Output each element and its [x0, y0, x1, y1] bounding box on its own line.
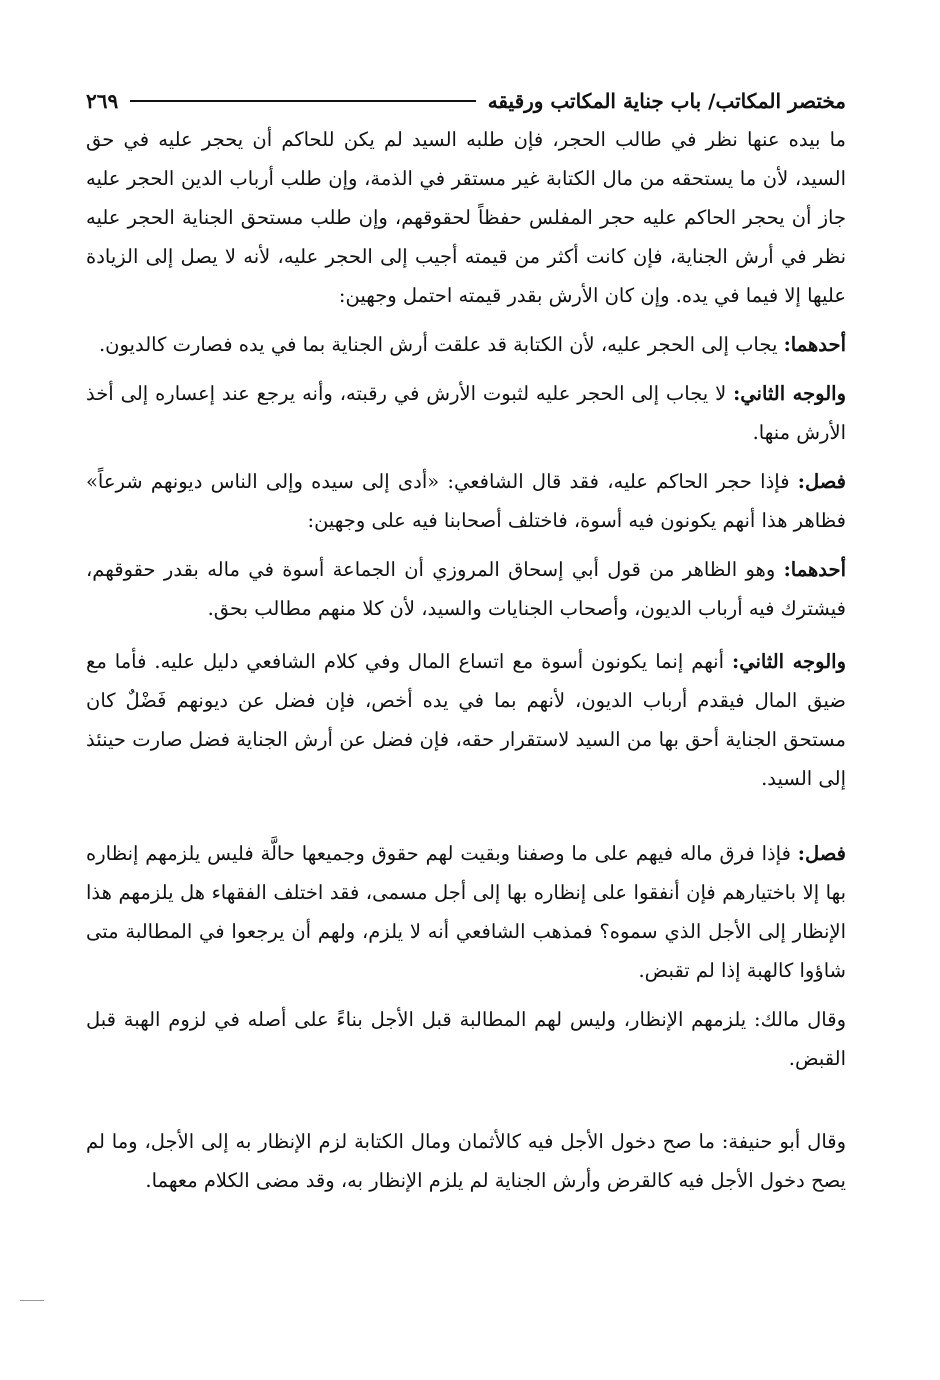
margin-mark	[20, 1300, 44, 1301]
paragraph	[86, 1122, 846, 1200]
paragraph	[86, 642, 846, 798]
header-rule	[130, 100, 475, 102]
paragraph-lead: فصل:	[797, 842, 846, 865]
paragraph-lead: أحدهما:	[783, 333, 846, 356]
paragraph-text: يجاب إلى الحجر عليه، لأن الكتابة قد علقت أرش الجناية بما في يده فصارت كالديون.	[98, 333, 784, 356]
paragraph-text: أنهم إنما يكونون أسوة مع اتساع المال وفي كلام الشافعي دليل عليه. فأما مع ضيق المال فيقدم أرباب الديون، لأنهم بما في يده أخص، فإن فضل عن ديونهم فَضْلٌ كان مستحق الجناية أحق بها من السيد لاستقرار حقه، فإن فضل عن أرش الجناية فضل صارت حينئذ إلى السيد.	[86, 650, 846, 790]
running-header	[86, 84, 846, 118]
paragraph	[86, 834, 846, 990]
paragraph-text: فإذا فرق ماله فيهم على ما وصفنا وبقيت لهم حقوق وجميعها حالَّة فليس يلزمهم إنظاره بها إلا باختيارهم فإن أنفقوا على إنظاره بها إلى أجل مسمى، فقد اختلف الفقهاء هل يلزمهم هذا الإنظار إلى الأجل الذي سموه؟ فمذهب الشافعي أنه لا يلزم، ولهم أن يرجعوا في المطالبة متى شاؤوا كالهبة إذا لم تقبض.	[86, 842, 846, 982]
paragraph	[86, 374, 846, 452]
paragraph-text: لا يجاب إلى الحجر عليه لثبوت الأرش في رقبته، وأنه يرجع عند إعساره إلى أخذ الأرش منها.	[86, 382, 846, 444]
header-title: مختصر المكاتب/ باب جناية المكاتب ورقيقه	[487, 89, 846, 113]
page-number: ٢٦٩	[86, 89, 119, 113]
paragraph-text: وقال مالك: يلزمهم الإنظار، وليس لهم المطالبة قبل الأجل بناءً على أصله في لزوم الهبة قبل القبض.	[86, 1008, 846, 1070]
paragraph-lead: أحدهما:	[783, 558, 846, 581]
paragraph-text: وهو الظاهر من قول أبي إسحاق المروزي أن الجماعة أسوة في ماله بقدر حقوقهم، فيشترك فيه أرباب الديون، وأصحاب الجنايات والسيد، لأن كلا منهم مطالب بحق.	[86, 558, 846, 620]
paragraph	[86, 120, 846, 315]
paragraph	[86, 1000, 846, 1078]
paragraph	[86, 325, 846, 364]
paragraph-text: فإذا حجر الحاكم عليه، فقد قال الشافعي: «أدى إلى سيده وإلى الناس ديونهم شرعاً» فظاهر هذا أنهم يكونون فيه أسوة، فاختلف أصحابنا فيه على وجهين:	[86, 470, 846, 532]
paragraph	[86, 462, 846, 540]
paragraph-lead: والوجه الثاني:	[732, 650, 846, 673]
page-body	[86, 120, 846, 1200]
paragraph-lead: فصل:	[797, 470, 846, 493]
paragraph	[86, 550, 846, 628]
paragraph-text: وقال أبو حنيفة: ما صح دخول الأجل فيه كالأثمان ومال الكتابة لزم الإنظار به إلى الأجل، وما لم يصح دخول الأجل فيه كالقرض وأرش الجناية لم يلزم الإنظار به، وقد مضى الكلام معهما.	[86, 1130, 846, 1192]
paragraph-text: ما بيده عنها نظر في طالب الحجر، فإن طلبه السيد لم يكن للحاكم أن يحجر عليه في حق السيد، لأن ما يستحقه من مال الكتابة غير مستقر في الذمة، وإن طلب أرباب الدين الحجر عليه جاز أن يحجر الحاكم عليه حجر المفلس حفظاً لحقوقهم، وإن طلب مستحق الجناية الحجر عليه نظر في أرش الجناية، فإن كانت أكثر من قيمته أجيب إلى الحجر عليه، لأنه لا يصل إلى الزيادة عليها إلا فيما في يده. وإن كان الأرش بقدر قيمته احتمل وجهين:	[86, 128, 846, 307]
paragraph-lead: والوجه الثاني:	[733, 382, 846, 405]
